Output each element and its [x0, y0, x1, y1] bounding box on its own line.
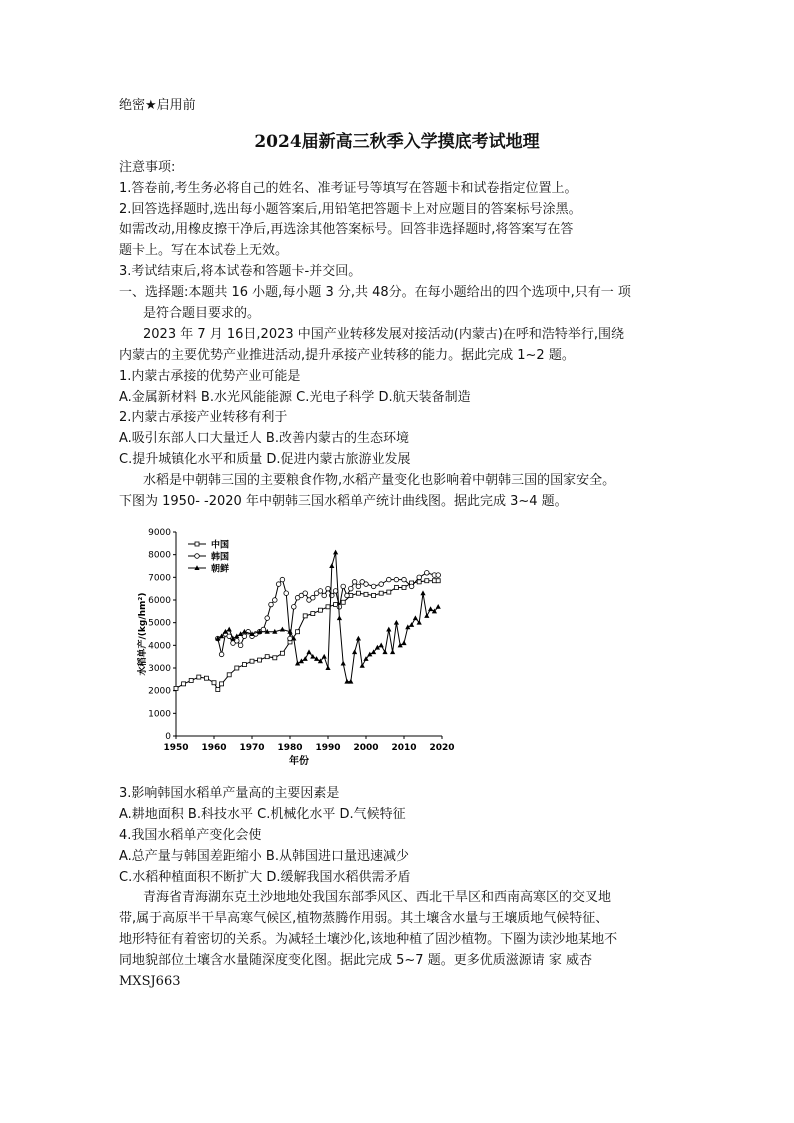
y-axis-label: 水稻单产/(kg/hm²)	[138, 592, 148, 676]
exam-title: 2024届新高三秋季入学摸底考试地理	[254, 132, 540, 152]
data-point-square	[265, 655, 269, 659]
data-point-square	[341, 600, 345, 604]
legend-label: 朝鲜	[211, 564, 230, 575]
data-point-circle	[337, 605, 342, 610]
data-point-circle	[436, 573, 441, 578]
data-point-square	[250, 659, 254, 663]
x-tick-label: 2000	[353, 743, 379, 753]
data-point-square	[425, 579, 429, 583]
data-point-circle	[261, 627, 266, 632]
x-tick-label: 1970	[239, 743, 265, 753]
data-point-circle	[352, 580, 357, 585]
data-point-triangle	[333, 550, 338, 555]
data-point-circle	[276, 582, 281, 587]
legend-marker-square	[195, 542, 199, 546]
data-point-square	[258, 658, 262, 662]
data-point-triangle	[306, 649, 311, 654]
notes-heading: 注意事项:	[119, 160, 176, 175]
data-point-circle	[280, 577, 285, 582]
data-point-square	[372, 593, 376, 597]
x-tick-label: 1950	[163, 743, 189, 753]
data-point-square	[311, 612, 315, 616]
legend-label: 中国	[211, 540, 230, 551]
data-point-square	[204, 676, 208, 680]
data-point-square	[235, 666, 239, 670]
data-point-circle	[394, 577, 399, 582]
data-point-circle	[238, 643, 243, 648]
question-4-options: A.总产量与韩国差距缩小 B.从韩国进口量迅速减少	[119, 849, 409, 864]
y-tick-label: 6000	[148, 596, 171, 606]
data-point-triangle	[303, 656, 308, 661]
data-point-square	[242, 663, 246, 667]
data-point-circle	[219, 652, 224, 657]
x-tick-label: 1960	[201, 743, 227, 753]
data-point-circle	[402, 577, 407, 582]
data-point-circle	[326, 586, 331, 591]
data-point-circle	[292, 605, 297, 610]
question-2-options: A.吸引东部人口大量迁人 B.改善内蒙古的生态环境	[119, 431, 409, 446]
data-point-circle	[409, 584, 414, 589]
data-point-square	[318, 608, 322, 612]
question-2-stem: 2.内蒙古承接产业转移有利于	[119, 410, 288, 425]
data-point-circle	[311, 595, 316, 600]
data-point-square	[379, 591, 383, 595]
data-point-triangle	[322, 654, 327, 659]
data-point-square	[197, 675, 201, 679]
series-line-circle	[218, 573, 438, 655]
data-point-square	[402, 586, 406, 590]
data-point-circle	[417, 575, 422, 580]
question-2-options: C.提升城镇化水平和质量 D.促进内蒙古旅游业发展	[119, 452, 411, 467]
data-point-triangle	[280, 627, 285, 632]
passage-3: 带,属于高原半干旱高寒气候区,植物蒸腾作用弱。其土壤含水量与王壤质地气候特征、	[119, 911, 609, 926]
question-3-options: A.耕地面积 B.科技水平 C.机械化水平 D.气候特征	[119, 807, 406, 822]
data-point-triangle	[424, 613, 429, 618]
data-point-circle	[273, 598, 278, 603]
data-point-triangle	[356, 636, 361, 641]
data-point-circle	[227, 634, 232, 639]
passage-3: 青海省青海湖东克土沙地地处我国东部季风区、西北干旱区和西南高寒区的交叉地	[143, 890, 612, 905]
data-point-square	[227, 673, 231, 677]
question-1-stem: 1.内蒙古承接的优势产业可能是	[119, 369, 301, 384]
data-point-circle	[265, 616, 270, 621]
question-4-stem: 4.我国水稻单产变化会使	[119, 828, 262, 843]
y-tick-label: 2000	[148, 686, 171, 697]
data-point-square	[432, 579, 436, 583]
passage-1: 内蒙古的主要优势产业推进活动,提升承接产业转移的能力。据此完成 1~2 题。	[119, 348, 575, 363]
data-point-square	[182, 682, 186, 686]
passage-3: 同地貌部位土壤含水量随深度变化图。据此完成 5~7 题。更多优质滋源请 家 威杏	[119, 953, 592, 968]
data-point-triangle	[394, 620, 399, 625]
data-point-square	[356, 591, 360, 595]
passage-1: 2023 年 7 月 16日,2023 中国产业转移发展对接活动(内蒙古)在呼和浩特举行,围绕	[143, 327, 625, 342]
section-heading-cont: 是符合题目要求的。	[143, 306, 261, 321]
data-point-square	[387, 590, 391, 594]
data-point-circle	[356, 584, 361, 589]
data-point-circle	[269, 602, 274, 607]
data-point-square	[364, 592, 368, 596]
note-item: 2.回答选择题时,选出每小题答案后,用铅笔把答题卡上对应题目的答案标号涂黑。	[119, 202, 582, 217]
data-point-square	[417, 580, 421, 584]
legend-label: 韩国	[211, 552, 230, 563]
question-1-options: A.金属新材料 B.水光风能能源 C.光电子科学 D.航天装备制造	[119, 390, 471, 405]
data-point-triangle	[341, 661, 346, 666]
data-point-square	[394, 586, 398, 590]
data-point-circle	[242, 634, 247, 639]
data-point-circle	[303, 591, 308, 596]
data-point-circle	[364, 582, 369, 587]
data-point-triangle	[227, 627, 232, 632]
data-point-circle	[284, 591, 289, 596]
question-4-options: C.水稻种植面积不断扩大 D.缓解我国水稻供需矛盾	[119, 870, 411, 885]
data-point-circle	[425, 571, 430, 576]
y-tick-label: 8000	[148, 550, 171, 561]
x-tick-label: 2020	[429, 743, 455, 753]
y-tick-label: 7000	[148, 573, 171, 584]
y-tick-label: 9000	[148, 528, 171, 538]
data-point-square	[220, 682, 224, 686]
y-tick-label: 5000	[148, 618, 171, 629]
data-point-triangle	[337, 615, 342, 620]
data-point-triangle	[379, 643, 384, 648]
x-tick-label: 1980	[277, 743, 303, 753]
data-point-circle	[379, 582, 384, 587]
data-point-triangle	[436, 604, 441, 609]
data-point-triangle	[382, 649, 387, 654]
section-heading: 一、选择题:本题共 16 小题,每小题 3 分,共 48分。在每小题给出的四个选项中,只有一 项	[119, 285, 631, 300]
data-point-triangle	[428, 606, 433, 611]
y-tick-label: 4000	[148, 641, 171, 652]
passage-2: 水稻是中朝韩三国的主要粮食作物,水稻产量变化也影响着中朝韩三国的国家安全。	[143, 473, 616, 488]
x-axis-label: 年份	[289, 756, 309, 766]
x-tick-label: 1990	[315, 743, 341, 753]
data-point-square	[189, 678, 193, 682]
data-point-circle	[349, 586, 354, 591]
confidential-label: 绝密★启用前	[119, 98, 196, 113]
data-point-circle	[322, 593, 327, 598]
data-point-circle	[371, 584, 376, 589]
data-point-triangle	[325, 665, 330, 670]
data-point-circle	[333, 589, 338, 594]
data-point-triangle	[413, 615, 418, 620]
data-point-triangle	[401, 640, 406, 645]
data-point-triangle	[329, 563, 334, 568]
y-tick-label: 3000	[148, 664, 171, 674]
rice-yield-chart	[134, 524, 464, 766]
question-3-stem: 3.影响韩国水稻单产量高的主要因素是	[119, 786, 340, 801]
note-item: 1.答卷前,考生务必将自己的姓名、准考证号等填写在答题卡和试卷指定位置上。	[119, 181, 578, 196]
data-point-square	[273, 656, 277, 660]
data-point-triangle	[390, 649, 395, 654]
data-point-square	[303, 614, 307, 618]
y-tick-label: 0	[165, 732, 171, 742]
data-point-square	[174, 686, 178, 690]
data-point-circle	[235, 639, 240, 644]
data-point-square	[280, 651, 284, 655]
note-item: 如需改动,用橡皮擦干净后,再选涂其他答案标号。回答非选择题时,将答案写在答	[119, 222, 574, 237]
data-point-circle	[318, 589, 323, 594]
data-point-circle	[345, 593, 350, 598]
note-item: 3.考试结束后,将本试卷和答题卡-并交回。	[119, 264, 362, 279]
data-point-circle	[387, 577, 392, 582]
data-point-square	[326, 605, 330, 609]
data-point-square	[216, 688, 220, 692]
data-point-square	[296, 630, 300, 634]
data-point-square	[212, 681, 216, 685]
x-tick-label: 2010	[391, 743, 417, 753]
passage-3: 地形特征有着密切的关系。为减轻土壤沙化,该地种植了固沙植物。下圈为读沙地某地不	[119, 932, 618, 947]
passage-2: 下图为 1950- -2020 年中朝韩三国水稻单产统计曲线图。据此完成 3~4 题。	[119, 494, 568, 509]
data-point-triangle	[420, 590, 425, 595]
data-point-square	[436, 579, 440, 583]
footer-code: MXSJ663	[119, 974, 181, 989]
data-point-triangle	[386, 627, 391, 632]
data-point-triangle	[409, 622, 414, 627]
data-point-triangle	[352, 649, 357, 654]
note-item: 题卡上。写在本试卷上无效。	[119, 243, 289, 258]
legend-marker-circle	[195, 554, 200, 559]
data-point-circle	[341, 584, 346, 589]
y-tick-label: 1000	[148, 709, 171, 720]
data-point-triangle	[360, 663, 365, 668]
